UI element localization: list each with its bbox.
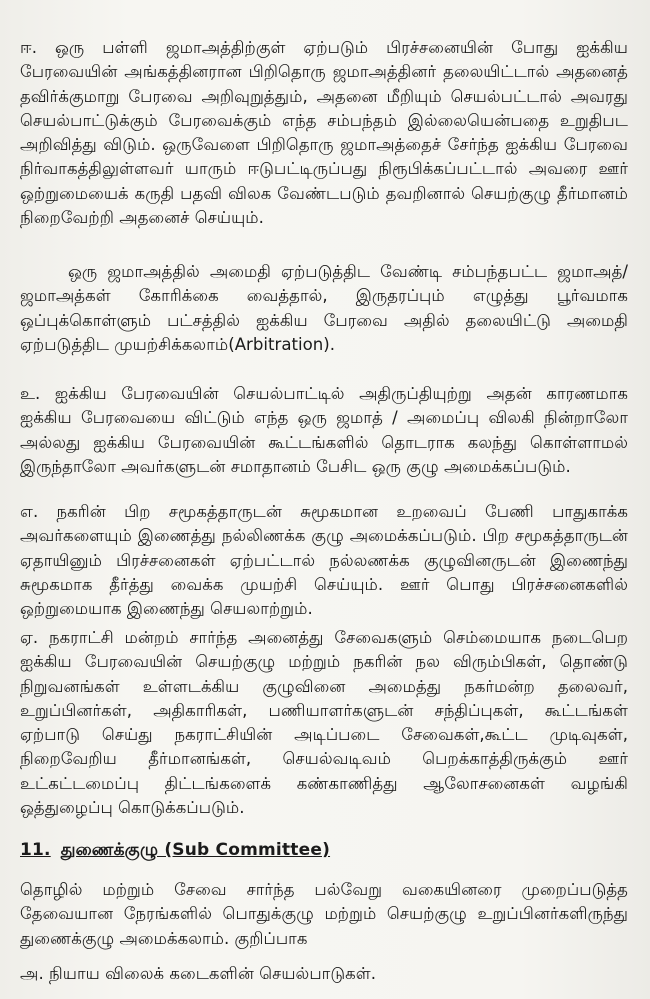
- paragraph-e-text: எ. நகரின் பிற சமூகத்தாருடன் சுமூகமான உறவைப் பேணி பாதுகாக்க அவர்களையும் இணைத்து நல்லிணக்க குழு அமைக்கப்படும். பிற சமூகத்தாருடன் ஏதாயினும் பிரச்சனைகள் ஏற்பட்டால் நல்லணக்க குழுவினருடன் இணைந்து சுமூகமாக தீர்த்து வைக்க முயற்சி செய்யும். ஊர் பொது பிரச்சனைகளில் ஒற்றுமையாக இணைந்து செயலாற்றும்.: [20, 502, 628, 619]
- section-number: 11.: [20, 840, 51, 860]
- section-heading: [20, 840, 330, 862]
- paragraph-arbitration: [20, 260, 628, 357]
- paragraph-arbitration-text: ஒரு ஜமாஅத்தில் அமைதி ஏற்படுத்திட வேண்டி சம்பந்தபட்ட ஜமாஅத்/ஜமாஅத்கள் கோரிக்கை வைத்தால், இருதரப்பும் எழுத்து பூர்வமாக ஒப்புக்கொள்ளும் பட்சத்தில் ஐக்கிய பேரவை அதில் தலையிட்டு அமைதி ஏற்படுத்திட முயற்சிக்கலாம்(Arbitration).: [20, 262, 628, 354]
- paragraph-subcommittee-text: தொழில் மற்றும் சேவை சார்ந்த பல்வேறு வகையினரை முறைப்படுத்த தேவையான நேரங்களில் பொதுக்குழு மற்றும் செயற்குழு உறுப்பினர்களிருந்து துணைக்குழு அமைக்கலாம். குறிப்பாக: [20, 880, 628, 948]
- list-item-a-text: அ. நியாய விலைக் கடைகளின் செயல்பாடுகள்.: [20, 964, 377, 983]
- paragraph-subcommittee: [20, 878, 628, 951]
- paragraph-ae-text: ஏ. நகராட்சி மன்றம் சார்ந்த அனைத்து சேவைகளும் செம்மையாக நடைபெற ஐக்கிய பேரவையின் செயற்குழு மற்றும் நகரின் நல விரும்பிகள், தொண்டு நிறுவனங்கள் உள்ளடக்கிய குழுவினை அமைத்து நகர்மன்ற தலைவர், உறுப்பினர்கள், அதிகாரிகள், பணியாளர்களுடன் சந்திப்புகள், கூட்டங்கள் ஏற்பாடு செய்து நகராட்சியின் அடிப்படை சேவைகள்,கூட்ட முடிவுகள், நிறைவேறிய தீர்மானங்கள், செயல்வடிவம் பெறக்காத்திருக்கும் ஊர் உட்கட்டமைப்பு திட்டங்களைக் கண்காணித்து ஆலோசனைகள் வழங்கி ஒத்துழைப்பு கொடுக்கப்படும்.: [20, 628, 628, 818]
- paragraph-ae: [20, 626, 628, 820]
- section-title: துணைக்குழு (Sub Committee): [60, 840, 331, 860]
- paragraph-e: [20, 500, 628, 621]
- list-item-a: [20, 962, 628, 986]
- paragraph-u: [20, 382, 628, 479]
- paragraph-ee: [20, 36, 628, 230]
- paragraph-ee-text: ஈ. ஒரு பள்ளி ஜமாஅத்திற்குள் ஏற்படும் பிரச்சனையின் போது ஐக்கிய பேரவையின் அங்கத்தினரான பிறிதொரு ஜமாஅத்தினர் தலையிட்டால் அதனைத் தவிர்க்குமாறு பேரவை அறிவுறுத்தும், அதனை மீறியும் செயல்பட்டால் அவரது செயல்பாட்டுக்கும் பேரவைக்கும் எந்த சம்பந்தம் இல்லையென்பதை உறுதிபட அறிவித்து விடும். ஒருவேளை பிறிதொரு ஜமாஅத்தைச் சேர்ந்த ஐக்கிய பேரவை நிர்வாகத்திலுள்ளவர் யாரும் ஈடுபட்டிருப்பது நிரூபிக்கப்பட்டால் அவரை ஊர் ஒற்றுமையைக் கருதி பதவி விலக வேண்டபடும் தவறினால் செயற்குழு தீர்மானம் நிறைவேற்றி அதனைச் செய்யும்.: [20, 38, 628, 228]
- paragraph-u-text: உ. ஐக்கிய பேரவையின் செயல்பாட்டில் அதிருப்தியுற்று அதன் காரணமாக ஐக்கிய பேரவையை விட்டும் எந்த ஒரு ஜமாத் / அமைப்பு விலகி நின்றாலோ அல்லது ஐக்கிய பேரவையின் கூட்டங்களில் தொடராக கலந்து கொள்ளாமல் இருந்தாலோ அவர்களுடன் சமாதானம் பேசிட ஒரு குழு அமைக்கப்படும்.: [20, 384, 628, 476]
